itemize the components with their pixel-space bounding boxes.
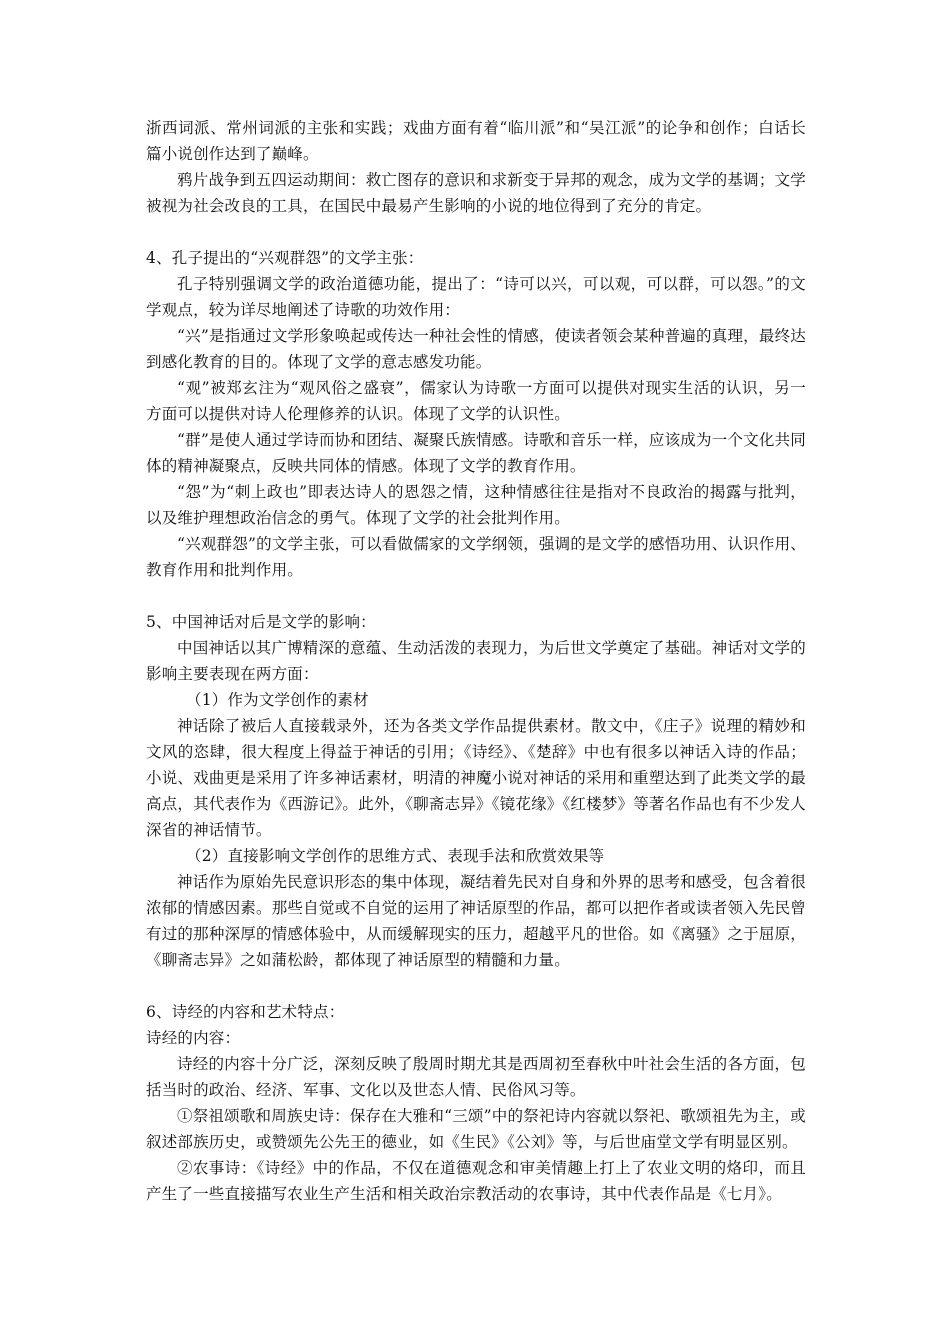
sub-item-title: （2）直接影响文学创作的思维方式、表现手法和欣赏效果等 (186, 847, 605, 865)
paragraph: “兴观群怨”的文学主张，可以看做儒家的文学纲领，强调的是文学的感悟功用、认识作用、教育作用和批判作用。 (146, 535, 806, 579)
paragraph: “兴”是指通过文学形象唤起或传达一种社会性的情感，使读者领会某种普遍的真理，最终达到感化教育的目的。体现了文学的意志感发功能。 (146, 327, 806, 371)
section-subheading: 诗经的内容： (146, 1029, 241, 1047)
paragraph: 浙西词派、常州词派的主张和实践；戏曲方面有着“临川派”和“吴江派”的论争和创作；白话长篇小说创作达到了巅峰。 (146, 119, 806, 163)
section-heading: 4、孔子提出的“兴观群怨”的文学主张： (146, 249, 424, 267)
paragraph: 诗经的内容十分广泛，深刻反映了殷周时期尤其是西周初至春秋中叶社会生活的各方面，包括当时的政治、经济、军事、文化以及世态人情、民俗风习等。 (146, 1055, 806, 1099)
paragraph: 神话除了被后人直接载录外，还为各类文学作品提供素材。散文中，《庄子》说理的精妙和文风的恣肆，很大程度上得益于神话的引用；《诗经》、《楚辞》中也有很多以神话入诗的作品；小说、戏曲更是采用了许多神话素材，明清的神魔小说对神话的采用和重塑达到了此类文学的最高点，其代表作为《西游记》。此外，《聊斋志异》《镜花缘》《红楼梦》等著名作品也有不少发人深省的神话情节。 (146, 717, 806, 839)
paragraph: 神话作为原始先民意识形态的集中体现，凝结着先民对自身和外界的思考和感受，包含着很浓郁的情感因素。那些自觉或不自觉的运用了神话原型的作品，都可以把作者或读者领入先民曾有过的那种深厚的情感体验中，从而缓解现实的压力，超越平凡的世俗。如《离骚》之于屈原，《聊斋志异》之如蒲松龄，都体现了神话原型的精髓和力量。 (146, 873, 806, 969)
section-5 (146, 609, 806, 973)
section-continuation (146, 115, 806, 219)
section-4 (146, 245, 806, 583)
paragraph: 孔子特别强调文学的政治道德功能，提出了：“诗可以兴，可以观，可以群，可以怨。”的文学观点，较为详尽地阐述了诗歌的功效作用： (146, 275, 806, 319)
paragraph: ①祭祖颂歌和周族史诗：保存在大雅和“三颂”中的祭祀诗内容就以祭祀、歌颂祖先为主，或叙述部族历史，或赞颂先公先王的德业，如《生民》《公刘》等，与后世庙堂文学有明显区别。 (146, 1107, 806, 1151)
paragraph: “怨”为“刺上政也”即表达诗人的恩怨之情，这种情感往往是指对不良政治的揭露与批判，以及维护理想政治信念的勇气。体现了文学的社会批判作用。 (146, 483, 806, 527)
paragraph: 鸦片战争到五四运动期间：救亡图存的意识和求新变于异邦的观念，成为文学的基调；文学被视为社会改良的工具，在国民中最易产生影响的小说的地位得到了充分的肯定。 (146, 171, 806, 215)
paragraph: “观”被郑玄注为“观风俗之盛衰”，儒家认为诗歌一方面可以提供对现实生活的认识，另一方面可以提供对诗人伦理修养的认识。体现了文学的认识性。 (146, 379, 806, 423)
paragraph: “群”是使人通过学诗而协和团结、凝聚氏族情感。诗歌和音乐一样，应该成为一个文化共同体的精神凝聚点，反映共同体的情感。体现了文学的教育作用。 (146, 431, 806, 475)
sub-item-title: （1）作为文学创作的素材 (186, 691, 369, 709)
section-heading: 6、诗经的内容和艺术特点： (146, 1003, 345, 1021)
paragraph: 中国神话以其广博精深的意蕴、生动活泼的表现力，为后世文学奠定了基础。神话对文学的影响主要表现在两方面： (146, 639, 806, 683)
section-6 (146, 999, 806, 1207)
paragraph: ②农事诗：《诗经》中的作品，不仅在道德观念和审美情趣上打上了农业文明的烙印，而且产生了一些直接描写农业生产生活和相关政治宗教活动的农事诗，其中代表作品是《七月》。 (146, 1159, 806, 1203)
section-heading: 5、中国神话对后是文学的影响： (146, 613, 376, 631)
document-page (146, 115, 806, 1207)
